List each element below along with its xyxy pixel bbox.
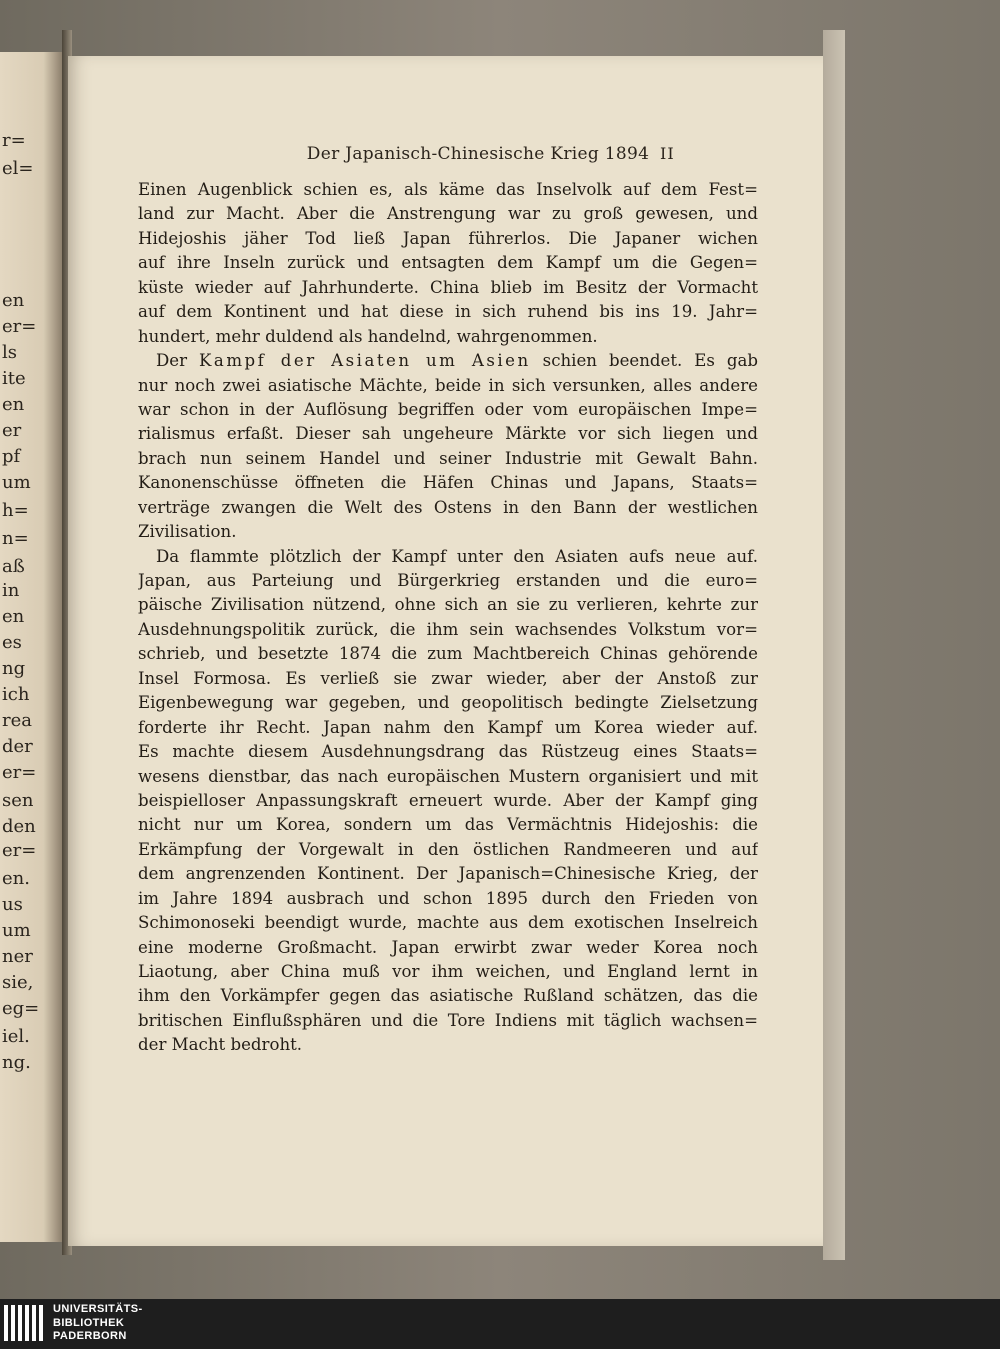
left-page-fragment: pf bbox=[2, 446, 21, 467]
paragraph-1 bbox=[138, 178, 758, 349]
footer-bar bbox=[0, 1299, 1000, 1349]
text-line: Erkämpfung der Vorgewalt in den östlichen Randmeeren und auf bbox=[138, 839, 758, 859]
left-page-fragment: en bbox=[2, 290, 25, 311]
text-line: der Macht bedroht. bbox=[138, 1035, 303, 1055]
text-line: küste wieder auf Jahrhunderte. China blieb im Besitz der Vormacht bbox=[138, 277, 758, 297]
text-line: war schon in der Auflösung begriffen oder vom europäischen Impe= bbox=[138, 399, 758, 419]
text-line: Japan, aus Parteiung und Bürgerkrieg erstanden und die euro= bbox=[138, 571, 758, 590]
library-logo-icon bbox=[4, 1305, 44, 1341]
left-page-fragment: n= bbox=[2, 528, 29, 549]
text-line: forderte ihr Recht. Japan nahm den Kampf um Korea wieder auf. bbox=[138, 717, 758, 737]
left-page-fragment: ich bbox=[2, 684, 30, 705]
left-page-fragment: en bbox=[2, 606, 25, 627]
text-line: land zur Macht. Aber die Anstrengung war zu groß gewesen, und bbox=[138, 204, 758, 224]
text-line: verträge zwangen die Welt des Ostens in den Bann der westlichen bbox=[138, 497, 758, 517]
text-line: Schimonoseki beendigt wurde, machte aus dem exotischen Inselreich bbox=[138, 913, 758, 933]
left-page-fragment: us bbox=[2, 894, 23, 915]
text-line bbox=[138, 349, 758, 373]
text-line: auf dem Kontinent und hat diese in sich ruhend bis ins 19. Jahr= bbox=[138, 302, 758, 322]
logo-line: PADERBORN bbox=[53, 1330, 127, 1342]
logo-line: UNIVERSITÄTS- bbox=[53, 1303, 143, 1315]
text-line: hundert, mehr duldend als handelnd, wahrgenommen. bbox=[138, 326, 598, 346]
text-line: beispielloser Anpassungskraft erneuert wurde. Aber der Kampf ging bbox=[138, 790, 758, 810]
left-page-fragment: der bbox=[2, 736, 33, 757]
text-line: wesens dienstbar, das nach europäischen Mustern organisiert und mit bbox=[138, 766, 758, 786]
left-page-fragment: en bbox=[2, 394, 25, 415]
text-line: Einen Augenblick schien es, als käme das Inselvolk auf dem Fest= bbox=[138, 180, 758, 199]
left-page-fragment: er= bbox=[2, 840, 37, 861]
left-page-fragment: sen bbox=[2, 790, 34, 811]
text-line: päische Zivilisation nützend, ohne sich an sie zu verlieren, kehrte zur bbox=[138, 595, 758, 615]
left-page-edge bbox=[0, 52, 62, 1242]
left-page-fragment: ng bbox=[2, 658, 26, 679]
text-line: nur noch zwei asiatische Mächte, beide in sich versunken, alles andere bbox=[138, 375, 758, 395]
text-line: britischen Einflußsphären und die Tore Indiens mit täglich wachsen= bbox=[138, 1010, 758, 1030]
text-line: Es machte diesem Ausdehnungsdrang das Rüstzeug eines Staats= bbox=[138, 742, 758, 762]
left-page-fragment: aß bbox=[2, 556, 25, 577]
left-page-fragment: er= bbox=[2, 316, 37, 337]
left-page-fragment: sie, bbox=[2, 972, 34, 993]
text-line: Insel Formosa. Es verließ sie zwar wieder, aber der Anstoß zur bbox=[138, 668, 758, 688]
left-page-fragment: ner bbox=[2, 946, 33, 967]
left-page-fragment: rea bbox=[2, 710, 32, 731]
left-page-fragment: ite bbox=[2, 368, 26, 389]
left-page-fragment: r= bbox=[2, 130, 26, 151]
left-page-fragment: eg= bbox=[2, 998, 40, 1019]
right-page bbox=[68, 56, 823, 1246]
left-page-fragment: den bbox=[2, 816, 36, 837]
text-line: rialismus erfaßt. Dieser sah ungeheure Märkte vor sich liegen und bbox=[138, 424, 758, 444]
text-line: ihm den Vorkämpfer gegen das asiatische Rußland schätzen, das die bbox=[138, 986, 758, 1006]
paragraph-3 bbox=[138, 545, 758, 1058]
left-page-fragment: el= bbox=[2, 158, 34, 179]
left-page-fragment: um bbox=[2, 472, 31, 493]
text-line: Zivilisation. bbox=[138, 522, 237, 542]
left-page-fragment: er= bbox=[2, 762, 37, 783]
left-page-fragment: in bbox=[2, 580, 20, 601]
left-page-fragment: en. bbox=[2, 868, 30, 889]
page-number: II bbox=[660, 144, 675, 163]
text-line: im Jahre 1894 ausbrach und schon 1895 durch den Frieden von bbox=[138, 888, 758, 908]
text-line: brach nun seinem Handel und seiner Industrie mit Gewalt Bahn. bbox=[138, 448, 758, 468]
spaced-emphasis: Kampf der Asiaten um Asien bbox=[199, 351, 531, 371]
text-line: Kanonenschüsse öffneten die Häfen Chinas und Japans, Staats= bbox=[138, 473, 758, 493]
left-page-fragment: iel. bbox=[2, 1026, 30, 1047]
left-page-fragment: er bbox=[2, 420, 22, 441]
text-run: schien beendet. Es gab bbox=[530, 351, 758, 371]
body-text bbox=[138, 178, 758, 1058]
library-logo-text bbox=[53, 1303, 143, 1344]
book-cover-edge bbox=[823, 30, 845, 1260]
text-line: Hidejoshis jäher Tod ließ Japan führerlos. Die Japaner wichen bbox=[138, 228, 758, 248]
text-run: Der bbox=[156, 351, 200, 371]
left-page-fragment: um bbox=[2, 920, 31, 941]
paragraph-2 bbox=[138, 349, 758, 545]
text-line: nicht nur um Korea, sondern um das Vermächtnis Hidejoshis: die bbox=[138, 815, 758, 835]
text-line: dem angrenzenden Kontinent. Der Japanisch=Chinesische Krieg, der bbox=[138, 864, 758, 884]
running-head: Der Japanisch-Chinesische Krieg 1894 bbox=[306, 144, 650, 164]
text-line: schrieb, und besetzte 1874 die zum Machtbereich Chinas gehörende bbox=[138, 644, 758, 664]
text-line: Da flammte plötzlich der Kampf unter den Asiaten aufs neue auf. bbox=[156, 546, 758, 566]
text-line: Liaotung, aber China muß vor ihm weichen, und England lernt in bbox=[138, 962, 758, 981]
logo-line: BIBLIOTHEK bbox=[53, 1316, 125, 1329]
left-page-fragment: es bbox=[2, 632, 22, 653]
text-line: eine moderne Großmacht. Japan erwirbt zwar weder Korea noch bbox=[138, 937, 758, 957]
left-page-fragment: ng. bbox=[2, 1052, 31, 1073]
text-line: auf ihre Inseln zurück und entsagten dem Kampf um die Gegen= bbox=[138, 253, 758, 273]
text-line: Ausdehnungspolitik zurück, die ihm sein wachsendes Volkstum vor= bbox=[138, 619, 758, 639]
left-page-fragment: h= bbox=[2, 500, 29, 521]
left-page-fragment: ls bbox=[2, 342, 17, 363]
text-line: Eigenbewegung war gegeben, und geopolitisch bedingte Zielsetzung bbox=[138, 693, 758, 713]
